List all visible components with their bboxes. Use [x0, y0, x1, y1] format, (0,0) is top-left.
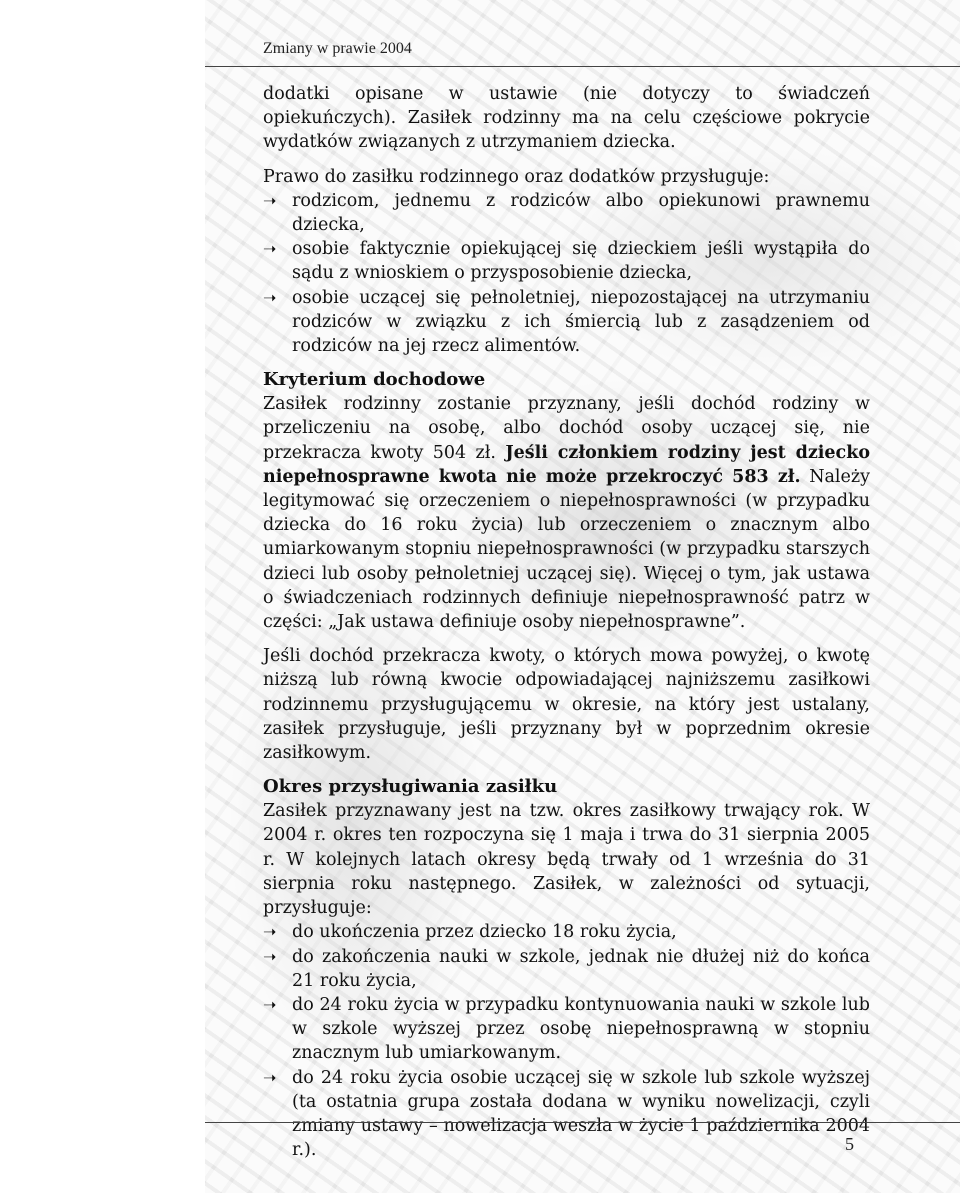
page-content	[263, 82, 870, 1162]
arrow-right-icon: ➝	[263, 922, 277, 942]
list-item: ➝ do zakończenia nauki w szkole, jednak nie dłużej niż do końca 21 roku życia,	[263, 946, 870, 991]
arrow-right-icon: ➝	[263, 994, 277, 1014]
income-highlight: Jeśli członkiem rodziny jest dziecko niepełnosprawne kwota nie może przekroczyć 583 zł.	[263, 442, 870, 487]
intro-paragraph: dodatki opisane w ustawie (nie dotyczy to świadczeń opiekuńczych). Zasiłek rodzinny ma na celu częściowe pokrycie wydatków związanych z utrzymaniem dziecka.	[263, 84, 870, 153]
period-heading: Okres przysługiwania zasiłku	[263, 776, 558, 798]
list-item: ➝ osobie faktycznie opiekującej się dzieckiem jeśli wystąpiła do sądu z wnioskiem o przysposobienie dziecka,	[263, 239, 870, 284]
period-list	[263, 920, 870, 1162]
arrow-right-icon: ➝	[263, 190, 277, 210]
list-item: ➝ osobie uczącej się pełnoletniej, niepozostającej na utrzymaniu rodziców w związku z ich śmiercią lub z zasądzeniem od rodziców na jej rzecz alimentów.	[263, 287, 870, 357]
footer-rule	[205, 1122, 960, 1123]
arrow-right-icon: ➝	[263, 287, 277, 307]
list-item: ➝ do 24 roku życia osobie uczącej się w szkole lub szkole wyższej (ta ostatnia grupa została dodana w wyniku nowelizacji, czyli zmiany ustawy – nowelizacja weszła w życie 1 października 2004 r.).	[263, 1067, 870, 1161]
arrow-right-icon: ➝	[263, 946, 277, 966]
period-paragraph: Zasiłek przyznawany jest na tzw. okres zasiłkowy trwający rok. W 2004 r. okres ten rozpoczyna się 1 maja i trwa do 31 sierpnia 2005 r. W kolejnych latach okresy będą trwały od 1 września do 31 sierpnia roku następnego. Zasiłek, w zależności od sytuacji, przysługuje:	[263, 801, 870, 919]
entitled-list	[263, 189, 870, 358]
arrow-right-icon: ➝	[263, 1067, 277, 1087]
income-paragraph: Zasiłek rodzinny zostanie przyznany, jeśli dochód rodziny w przeliczeniu na osobę, albo dochód osoby uczącej się, nie przekracza kwoty 504 zł. Jeśli członkiem rodziny jest dziecko niepełnosprawne kwota nie może przekroczyć 583 zł. Należy legitymować się orzeczeniem o niepełnosprawności (w przypadku dziecka do 16 roku życia) lub orzeczeniem o znacznym albo umiarkowanym stopniu niepełnosprawności (w przypadku starszych dzieci lub osoby pełnoletniej uczącej się). Więcej o tym, jak ustawa o świadczeniach rodzinnych definiuje niepełnosprawność patrz w części: „Jak ustawa definiuje osoby niepełnosprawne”.	[263, 394, 870, 633]
list-item: ➝ do 24 roku życia w przypadku kontynuowania nauki w szkole lub w szkole wyższej przez osobę niepełnosprawną w stopniu znacznym lub umiarkowanym.	[263, 994, 870, 1064]
page-number: 5	[845, 1134, 854, 1154]
arrow-right-icon: ➝	[263, 239, 277, 259]
header-rule	[205, 66, 960, 67]
income-paragraph-2: Jeśli dochód przekracza kwoty, o których mowa powyżej, o kwotę niższą lub równą kwocie odpowiadającej najniższemu zasiłkowi rodzinnemu przysługującemu w okresie, na który jest ustalany, zasiłek przysługuje, jeśli przyznany był w poprzednim okresie zasiłkowym.	[263, 646, 870, 764]
running-header: Zmiany w prawie 2004	[263, 40, 412, 57]
list-item: ➝ do ukończenia przez dziecko 18 roku życia,	[263, 920, 870, 944]
list-item: ➝ rodzicom, jednemu z rodziców albo opiekunowi prawnemu dziecka,	[263, 190, 870, 236]
income-heading: Kryterium dochodowe	[263, 369, 486, 391]
entitled-lead: Prawo do zasiłku rodzinnego oraz dodatków przysługuje:	[263, 166, 770, 187]
